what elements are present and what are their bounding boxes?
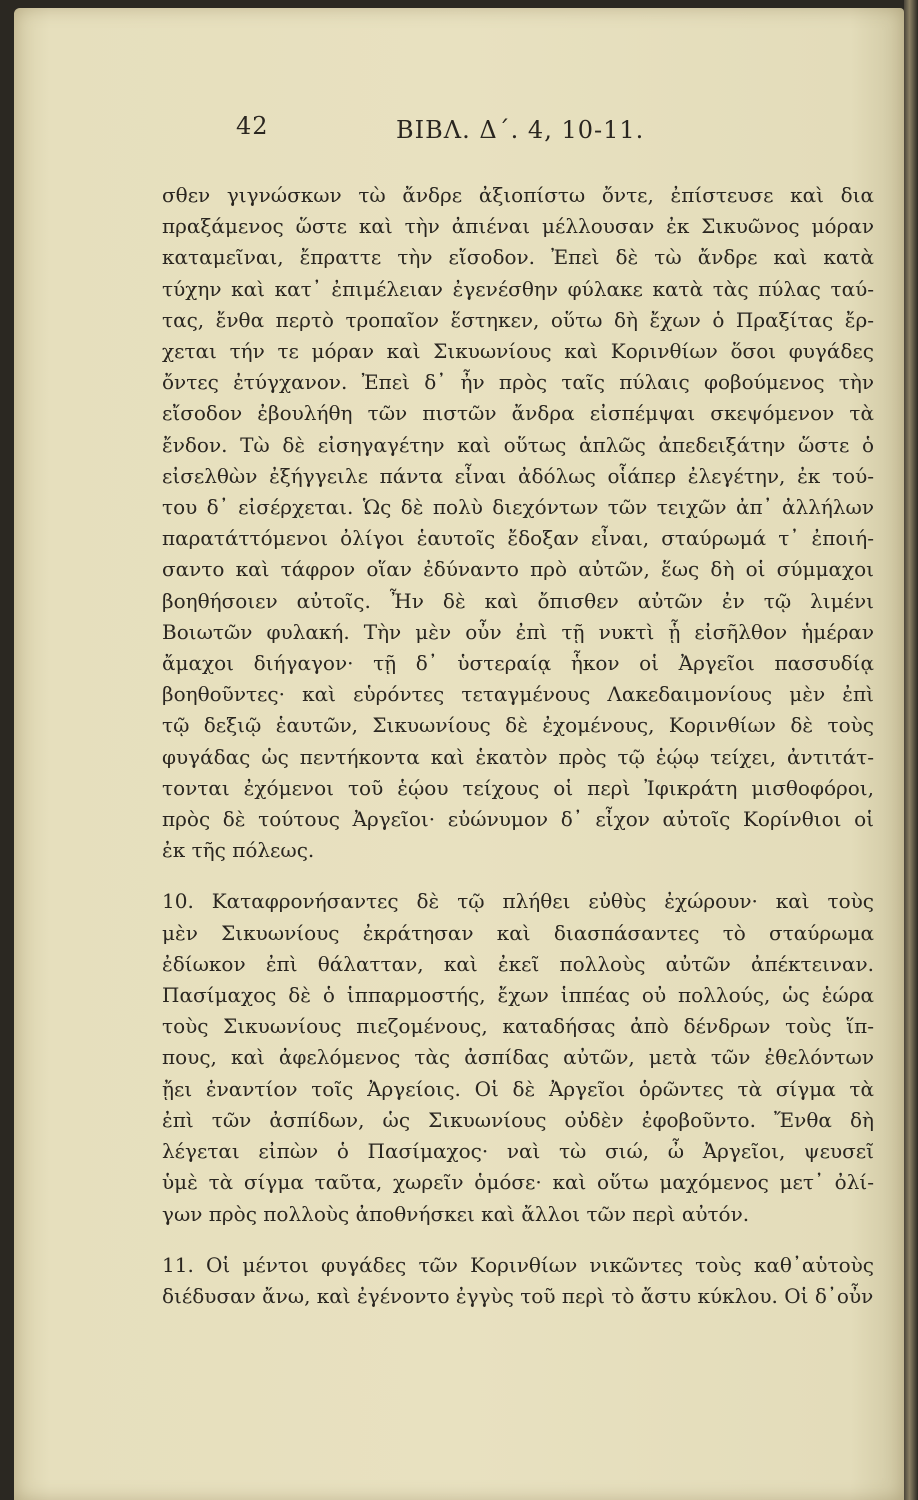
text-line: σθεν γιγνώσκων τὼ ἄνδρε ἀξιοπίστω ὄντε, ἐπίστευσε καὶ δια (162, 183, 874, 207)
page-header (0, 112, 918, 152)
text-line: μὲν Σικυωνίους ἐκράτησαν καὶ διασπάσαντες τὸ σταύρωμα (162, 920, 874, 945)
text-line: γων πρὸς πολλοὺς ἀποθνήσκει καὶ ἄλλοι τῶν περὶ αὐτόν. (162, 1201, 750, 1226)
text-line: εἰσελθὼν ἐξήγγειλε πάντα εἶναι ἀδόλως οἷάπερ ἐλεγέτην, ἐκ τού- (162, 463, 874, 488)
text-line: πραξάμενος ὥστε καὶ τὴν ἀπιέναι μέλλουσαν ἐκ Σικυῶνος μόραν (162, 214, 874, 239)
text-line: 10. Καταφρονήσαντες δὲ τῷ πλήθει εὐθὺς ἐχώρουν· καὶ τοὺς (162, 889, 874, 914)
text-block (162, 180, 874, 1332)
text-line: ἐπὶ τῶν ἀσπίδων, ὡς Σικυωνίους οὐδὲν ἐφοβοῦντο. Ἔνθα δὴ (162, 1107, 874, 1132)
text-line: τοὺς Σικυωνίους πιεζομένους, καταδήσας ἀπὸ δένδρων τοὺς ἵπ- (162, 1014, 874, 1039)
text-line: ᾔει ἐναντίον τοῖς Ἀργείοις. Οἱ δὲ Ἀργεῖοι ὁρῶντες τὰ σίγμα τὰ (162, 1076, 874, 1101)
text-line: βοηθήσοιεν αὐτοῖς. Ἦν δὲ καὶ ὄπισθεν αὐτῶν ἐν τῷ λιμένι (162, 588, 874, 613)
text-line: ἔνδον. Τὼ δὲ εἰσηγαγέτην καὶ οὕτως ἁπλῶς ἀπεδειξάτην ὥστε ὁ (162, 432, 874, 457)
text-line: χεται τήν τε μόραν καὶ Σικυωνίους καὶ Κορινθίων ὅσοι φυγάδες (162, 339, 874, 364)
text-line: ὑμὲ τὰ σίγμα ταῦτα, χωρεῖν ὁμόσε· καὶ οὕτω μαχόμενος μετ᾽ ὀλί- (162, 1170, 874, 1195)
paragraph (162, 180, 874, 866)
text-line: ὄντες ἐτύγχανον. Ἐπεὶ δ᾽ ἦν πρὸς ταῖς πύλαις φοβούμενος τὴν (162, 370, 874, 395)
text-line: Βοιωτῶν φυλακή. Τὴν μὲν οὖν ἐπὶ τῇ νυκτὶ ᾗ εἰσῆλθον ἡμέραν (162, 619, 874, 644)
text-line: τῷ δεξιῷ ἑαυτῶν, Σικυωνίους δὲ ἐχομένους, Κορινθίων δὲ τοὺς (162, 713, 874, 738)
text-line: του δ᾽ εἰσέρχεται. Ὡς δὲ πολὺ διεχόντων τῶν τειχῶν ἀπ᾽ ἀλλήλων (162, 495, 874, 520)
page-number: 42 (236, 112, 269, 140)
text-line: λέγεται εἰπὼν ὁ Πασίμαχος· ναὶ τὼ σιώ, ὦ Ἀργεῖοι, ψευσεῖ (162, 1139, 874, 1164)
text-line: πους, καὶ ἀφελόμενος τὰς ἀσπίδας αὐτῶν, μετὰ τῶν ἐθελόντων (162, 1045, 874, 1070)
paragraph (162, 1250, 874, 1312)
text-line: ἐδίωκον ἐπὶ θάλατταν, καὶ ἐκεῖ πολλοὺς αὐτῶν ἀπέκτειναν. (162, 951, 874, 976)
text-line: εἴσοδον ἐβουλήθη τῶν πιστῶν ἄνδρα εἰσπέμψαι σκεψόμενον τὰ (162, 401, 874, 426)
text-line: διέδυσαν ἄνω, καὶ ἐγένοντο ἐγγὺς τοῦ περὶ τὸ ἄστυ κύκλου. Οἱ δ᾽οὖν (162, 1283, 874, 1308)
text-line: βοηθοῦντες· καὶ εὑρόντες τεταγμένους Λακεδαιμονίους μὲν ἐπὶ (162, 682, 874, 707)
binding-edge (904, 0, 918, 1500)
text-line: τύχην καὶ κατ᾽ ἐπιμέλειαν ἐγενέσθην φύλακε κατὰ τὰς πύλας ταύ- (162, 276, 874, 301)
text-line: παρατάττόμενοι ὀλίγοι ἑαυτοῖς ἔδοξαν εἶναι, σταύρωμά τ᾽ ἐποιή- (162, 526, 874, 551)
text-line: τονται ἐχόμενοι τοῦ ἑῴου τείχους οἱ περὶ Ἰφικράτη μισθοφόροι, (162, 775, 874, 800)
text-line: 11. Οἱ μέντοι φυγάδες τῶν Κορινθίων νικῶντες τοὺς καθ᾽αὑτοὺς (162, 1252, 874, 1277)
text-line: Πασίμαχος δὲ ὁ ἱππαρμοστής, ἔχων ἱππέας οὐ πολλούς, ὡς ἑώρα (162, 983, 874, 1008)
running-head: ΒΙΒΛ. Δ΄. 4, 10-11. (396, 116, 645, 144)
text-line: καταμεῖναι, ἔπραττε τὴν εἴσοδον. Ἐπεὶ δὲ τὼ ἄνδρε καὶ κατὰ (162, 245, 874, 270)
text-line: φυγάδας ὡς πεντήκοντα καὶ ἑκατὸν πρὸς τῷ ἑῴῳ τείχει, ἀντιτάτ- (162, 744, 874, 769)
text-line: ἐκ τῆς πόλεως. (162, 838, 315, 863)
paragraph (162, 886, 874, 1229)
text-line: ἄμαχοι διήγαγον· τῇ δ᾽ ὑστεραίᾳ ἧκον οἱ Ἀργεῖοι πασσυδίᾳ (162, 651, 874, 676)
text-line: σαντο καὶ τάφρον οἵαν ἐδύναντο πρὸ αὐτῶν, ἕως δὴ οἱ σύμμαχοι (162, 557, 874, 582)
text-line: τας, ἔνθα περτὸ τροπαῖον ἕστηκεν, οὕτω δὴ ἔχων ὁ Πραξίτας ἔρ- (162, 307, 874, 332)
text-line: πρὸς δὲ τούτους Ἀργεῖοι· εὐώνυμον δ᾽ εἶχον αὐτοῖς Κορίνθιοι οἱ (162, 807, 874, 832)
